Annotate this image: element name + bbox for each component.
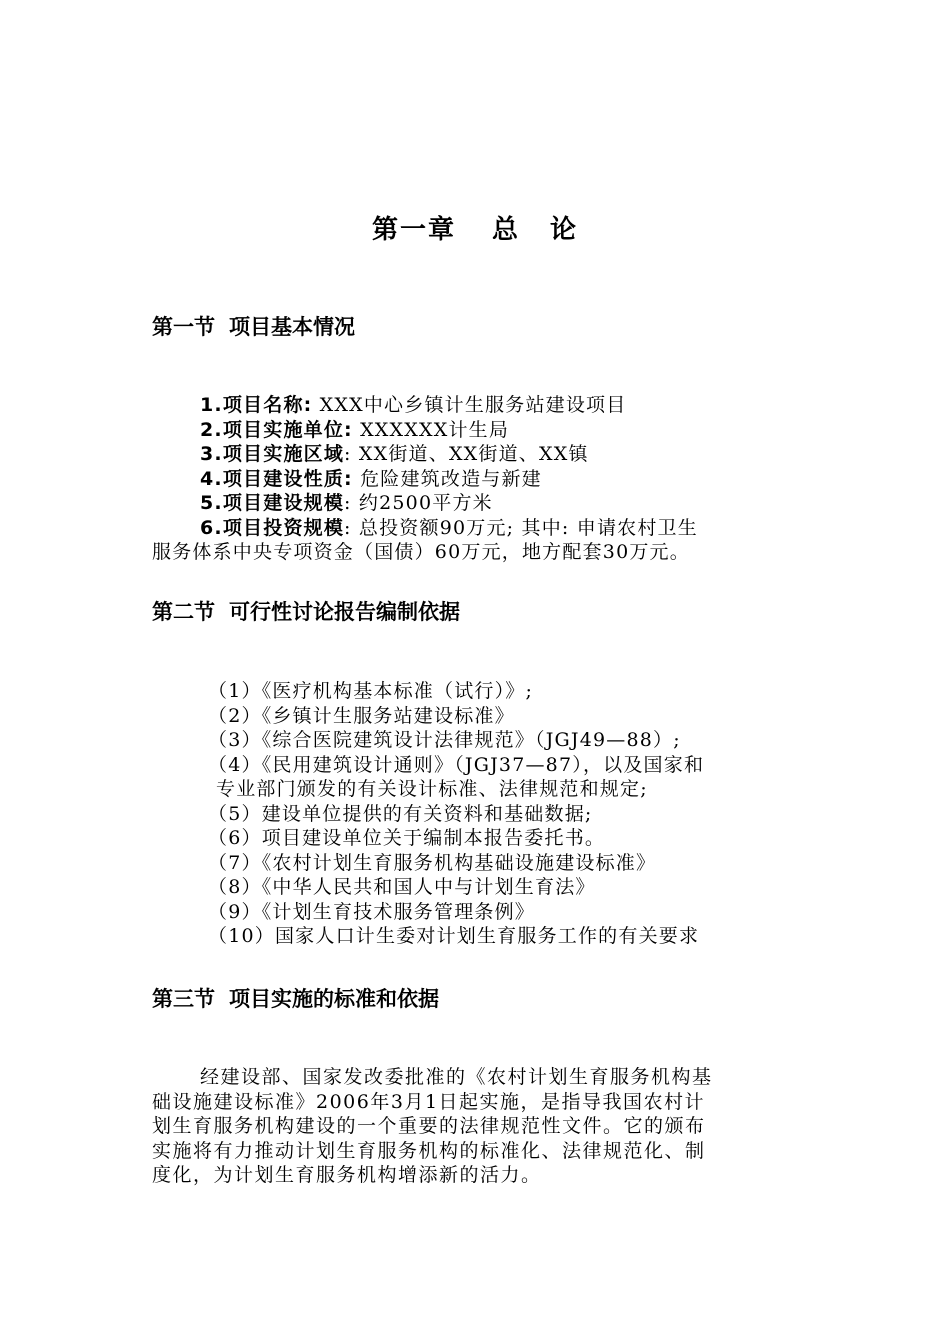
item-label: 6.项目投资规模 (200, 516, 345, 539)
reference-item: （10）国家人口计生委对计划生育服务工作的有关要求 (208, 925, 700, 947)
chapter-number: 第一章 (371, 215, 456, 245)
section-1-title: 项目基本情况 (229, 315, 355, 339)
reference-list (152, 679, 814, 949)
chapter-title (0, 212, 950, 248)
section-2-number: 第二节 (152, 600, 215, 624)
paragraph-line: 础设施建设标准》2006年3月1日起实施，是指导我国农村计 (152, 1090, 706, 1113)
reference-item: （1）《医疗机构基本标准（试行）》; (208, 680, 534, 702)
project-info-item (152, 393, 814, 418)
reference-item: （7）《农村计划生育服务机构基础设施建设标准》 (208, 851, 657, 874)
item-value: : 约2500平方米 (344, 492, 493, 514)
section-2-title: 可行性讨论报告编制依据 (229, 600, 460, 624)
item-label: 1.项目名称: (200, 394, 313, 416)
section-3-paragraph (152, 1065, 814, 1188)
reference-item: （3）《综合医院建筑设计法律规范》（JGJ49—88）; (208, 729, 681, 751)
reference-item: （8）《中华人民共和国人中与计划生育法》 (208, 876, 596, 898)
project-info-list (152, 393, 814, 565)
reference-item: （4）《民用建筑设计通则》（JGJ37—87），以及国家和 (208, 753, 705, 776)
item-label: 2.项目实施单位: (200, 418, 353, 441)
section-3-number: 第三节 (152, 987, 215, 1011)
item-value: : 总投资额90万元; 其中: 申请农村卫生 (344, 516, 698, 539)
paragraph-line: 划生育服务机构建设的一个重要的法律规范性文件。它的颁布 (152, 1115, 706, 1137)
chapter-title-word-1: 总 (491, 215, 520, 245)
paragraph-line: 度化，为计划生育服务机构增添新的活力。 (152, 1164, 542, 1186)
reference-item: （9）《计划生育技术服务管理条例》 (208, 900, 535, 923)
item-label: 5.项目建设规模 (200, 492, 345, 514)
item-value: XXXXXX计生局 (352, 418, 510, 441)
reference-item: （2）《乡镇计生服务站建设标准》 (208, 704, 515, 727)
section-3-heading (152, 984, 439, 1014)
item-value: 危险建筑改造与新建 (352, 467, 542, 490)
chapter-title-word-2: 论 (550, 215, 579, 245)
section-1-number: 第一节 (152, 315, 215, 339)
section-3-title: 项目实施的标准和依据 (229, 987, 439, 1011)
item-value: XXX中心乡镇计生服务站建设项目 (312, 394, 627, 416)
item-label: 3.项目实施区域 (200, 443, 345, 465)
reference-item-continuation: 专业部门颁发的有关设计标准、法律规范和规定; (216, 778, 648, 800)
paragraph-line: 实施将有力推动计划生育服务机构的标准化、法律规范化、制 (152, 1139, 706, 1162)
project-info-item (152, 442, 814, 467)
project-info-item (152, 516, 814, 541)
reference-item: （6）项目建设单位关于编制本报告委托书。 (208, 827, 606, 849)
project-info-item (152, 418, 814, 443)
reference-item: （5）建设单位提供的有关资料和基础数据; (208, 802, 593, 825)
section-2-heading (152, 597, 460, 627)
section-1-heading (152, 312, 355, 342)
project-info-item (152, 467, 814, 492)
project-info-item (152, 491, 814, 516)
item-value: : XX街道、XX街道、XX镇 (344, 443, 589, 465)
item-label: 4.项目建设性质: (200, 467, 353, 490)
project-info-item-continuation: 服务体系中央专项资金（国债）60万元，地方配套30万元。 (152, 541, 690, 563)
paragraph-line: 经建设部、国家发改委批准的《农村计划生育服务机构基 (200, 1066, 713, 1088)
